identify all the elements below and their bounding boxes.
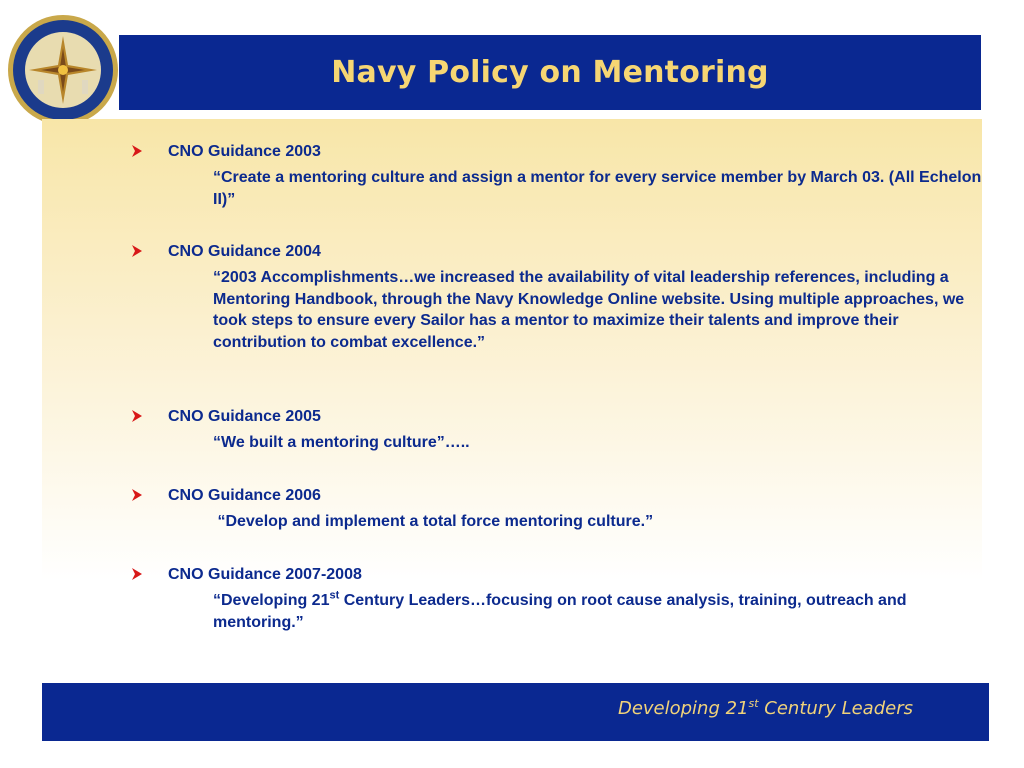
guidance-quote: “2003 Accomplishments…we increased the availability of vital leadership references, including a Mentoring Handbook, through the Navy Knowledge Online website. Using multiple approaches, we took steps to ensure every Sailor has a mentor to maximize their talents and improve their contribution to combat excellence.” — [213, 269, 965, 351]
arrow-bullet-icon — [131, 567, 143, 581]
list-item — [0, 406, 1024, 451]
guidance-heading: CNO Guidance 2006 — [168, 487, 321, 504]
guidance-heading: CNO Guidance 2004 — [168, 243, 321, 260]
list-item — [0, 141, 1024, 208]
guidance-heading: CNO Guidance 2007-2008 — [168, 566, 362, 583]
guidance-quote: “Develop and implement a total force mentoring culture.” — [213, 513, 654, 530]
title-bar — [119, 35, 981, 110]
arrow-bullet-icon — [131, 144, 143, 158]
page-title: Navy Policy on Mentoring — [331, 55, 769, 90]
arrow-bullet-icon — [131, 488, 143, 502]
list-item — [0, 564, 1024, 631]
footer-bar — [42, 683, 989, 741]
guidance-heading: CNO Guidance 2003 — [168, 143, 321, 160]
guidance-heading: CNO Guidance 2005 — [168, 408, 321, 425]
guidance-quote: “We built a mentoring culture”….. — [213, 434, 470, 451]
footer-tagline: Developing 21st Century Leaders — [617, 697, 913, 719]
navy-seal-icon — [5, 12, 121, 128]
guidance-quote: “Developing 21st Century Leaders…focusing on root cause analysis, training, outreach and mentoring.” — [213, 589, 907, 631]
list-item — [0, 485, 1024, 530]
arrow-bullet-icon — [131, 409, 143, 423]
arrow-bullet-icon — [131, 244, 143, 258]
guidance-quote: “Create a mentoring culture and assign a mentor for every service member by March 03. (All Echelon II)” — [213, 169, 982, 208]
list-item — [0, 241, 1024, 351]
